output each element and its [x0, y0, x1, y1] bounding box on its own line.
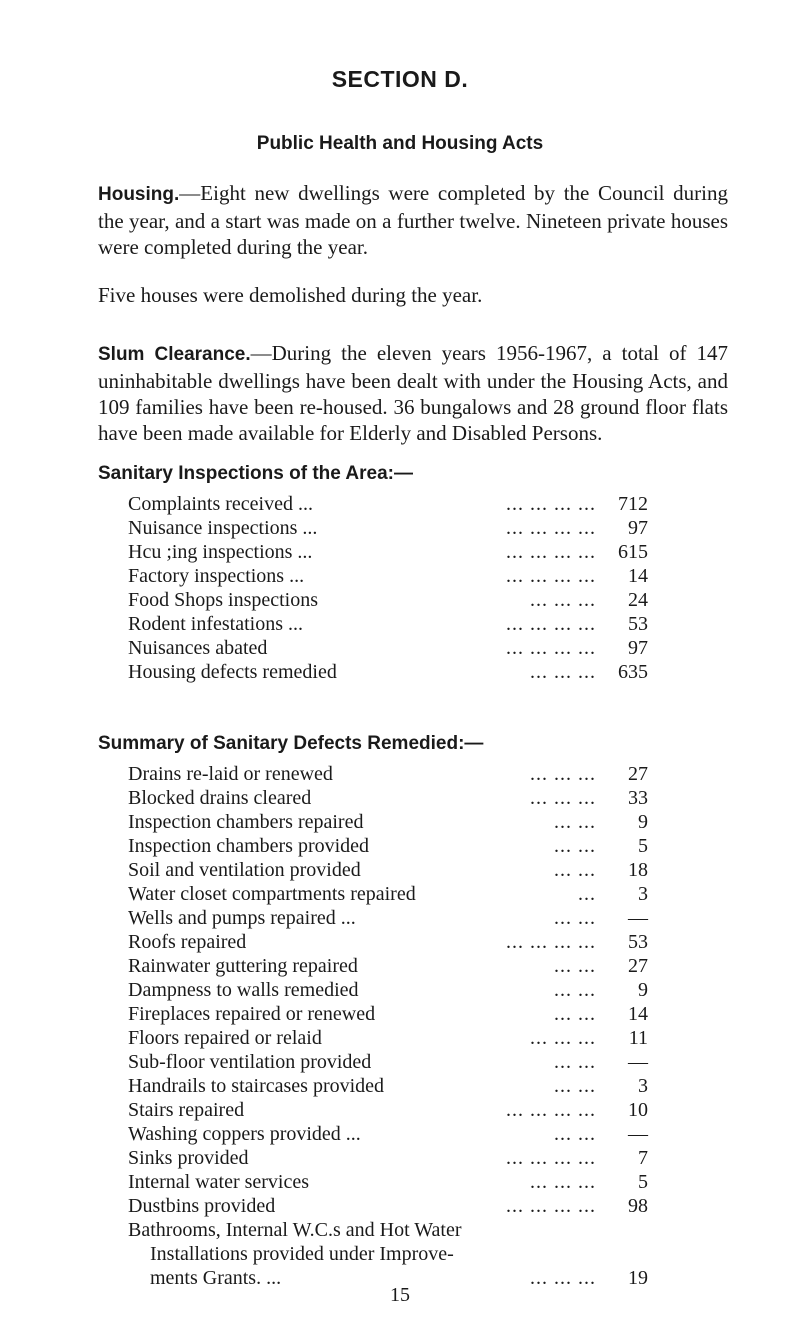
row-label: Fireplaces repaired or renewed	[128, 1003, 376, 1025]
row-label: Blocked drains cleared	[128, 787, 312, 809]
row-leader-dots: ... ... ...	[530, 763, 596, 785]
row-leader-dots: ... ...	[554, 955, 596, 977]
row-leader-dots: ... ... ...	[530, 1027, 596, 1049]
row-label: Internal water services	[128, 1171, 310, 1193]
section-heading: SECTION D.	[331, 66, 469, 92]
row-leader-dots: ... ...	[554, 835, 596, 857]
table-row	[128, 660, 648, 684]
row-leader-dots: ... ...	[554, 1075, 596, 1097]
row-value: 18	[628, 859, 648, 881]
row-label: Dampness to walls remedied	[128, 979, 359, 1001]
row-label: Washing coppers provided ...	[128, 1123, 361, 1145]
row-value: 10	[628, 1099, 648, 1121]
table-row	[128, 492, 648, 516]
row-value: 19	[628, 1267, 648, 1289]
row-label: Nuisance inspections ...	[128, 517, 318, 539]
row-label: Rodent infestations ...	[128, 613, 303, 635]
table-row	[128, 954, 648, 978]
table-row	[128, 786, 648, 810]
table-row	[128, 540, 648, 564]
row-value: 615	[618, 541, 648, 563]
row-leader-dots: ... ... ...	[530, 787, 596, 809]
row-leader-dots: ... ... ... ...	[506, 637, 596, 659]
page-number: 15	[390, 1284, 410, 1306]
row-value: 27	[628, 763, 648, 785]
table-row	[128, 858, 648, 882]
row-leader-dots: ... ... ... ...	[506, 931, 596, 953]
row-label: Food Shops inspections	[128, 589, 319, 611]
table-row	[128, 1050, 648, 1074]
row-label: Complaints received ...	[128, 493, 313, 515]
row-value: 97	[628, 517, 648, 539]
row-value: 14	[628, 565, 648, 587]
housing-paragraph	[98, 180, 728, 260]
table-row	[128, 516, 648, 540]
row-value: —	[628, 1123, 648, 1145]
row-value: 11	[628, 1027, 648, 1049]
row-label: Hcu ;ing inspections ...	[128, 541, 313, 563]
row-label: Stairs repaired	[128, 1099, 245, 1121]
row-leader-dots: ... ... ...	[530, 589, 596, 611]
slum-clearance-lead: Slum Clearance.	[98, 344, 251, 365]
row-value: —	[628, 907, 648, 929]
row-leader-dots: ... ... ... ...	[506, 541, 596, 563]
row-label: Factory inspections ...	[128, 565, 305, 587]
row-value: 9	[638, 979, 648, 1001]
table-row	[128, 1026, 648, 1050]
row-leader-dots: ... ... ...	[530, 1267, 596, 1289]
row-value: 14	[628, 1003, 648, 1025]
table-row	[128, 762, 648, 786]
row-label-line-3: ments Grants. ...	[150, 1267, 282, 1289]
row-leader-dots: ... ...	[554, 979, 596, 1001]
row-value: 24	[628, 589, 648, 611]
row-leader-dots: ... ... ... ...	[506, 1099, 596, 1121]
table-row	[128, 1122, 648, 1146]
row-label: Water closet compartments repaired	[128, 883, 416, 905]
row-value: 635	[618, 661, 648, 683]
defects-summary-heading: Summary of Sanitary Defects Remedied:—	[98, 733, 484, 754]
slum-clearance-text: —During the eleven years 1956-1967, a total of 147 uninhabitable dwellings have been dealt with under the Housing Acts, and 109 families have been re-housed. 36 bungalows and 28 ground floor flats have been made available for Elderly and Disabled Persons.	[98, 341, 728, 445]
row-leader-dots: ... ... ... ...	[506, 613, 596, 635]
row-leader-dots: ... ... ... ...	[506, 493, 596, 515]
row-value: 33	[628, 787, 648, 809]
table-row	[128, 1074, 648, 1098]
row-label: Floors repaired or relaid	[128, 1027, 322, 1049]
row-value: —	[628, 1051, 648, 1073]
table-row	[128, 588, 648, 612]
row-leader-dots: ... ... ... ...	[506, 1147, 596, 1169]
row-value: 53	[628, 931, 648, 953]
row-leader-dots: ... ... ...	[530, 661, 596, 683]
table-row	[128, 1218, 648, 1290]
row-label: Handrails to staircases provided	[128, 1075, 385, 1097]
table-row	[128, 564, 648, 588]
row-label: Soil and ventilation provided	[128, 859, 361, 881]
row-leader-dots: ...	[578, 883, 596, 905]
table-row	[128, 930, 648, 954]
row-leader-dots: ... ...	[554, 1003, 596, 1025]
row-leader-dots: ... ...	[554, 1051, 596, 1073]
table-row	[128, 636, 648, 660]
row-value: 5	[638, 835, 648, 857]
row-value: 9	[638, 811, 648, 833]
page-title: Public Health and Housing Acts	[256, 133, 544, 154]
table-row	[128, 978, 648, 1002]
table-row	[128, 612, 648, 636]
housing-lead: Housing.	[98, 184, 180, 205]
row-leader-dots: ... ... ... ...	[506, 1195, 596, 1217]
sanitary-inspections-heading: Sanitary Inspections of the Area:—	[98, 463, 413, 484]
row-value: 27	[628, 955, 648, 977]
row-leader-dots: ... ... ... ...	[506, 565, 596, 587]
table-row	[128, 1002, 648, 1026]
row-label: Wells and pumps repaired ...	[128, 907, 356, 929]
row-value: 97	[628, 637, 648, 659]
row-label-line-2: Installations provided under Improve-	[150, 1243, 454, 1265]
row-label-line-1: Bathrooms, Internal W.C.s and Hot Water	[128, 1219, 462, 1241]
row-value: 98	[628, 1195, 648, 1217]
row-leader-dots: ... ...	[554, 859, 596, 881]
sanitary-inspections-list	[128, 492, 648, 684]
row-label: Sub-floor ventilation provided	[128, 1051, 372, 1073]
slum-clearance-paragraph	[98, 340, 728, 446]
row-leader-dots: ... ...	[554, 907, 596, 929]
table-row	[128, 810, 648, 834]
table-row	[128, 1098, 648, 1122]
table-row	[128, 882, 648, 906]
row-leader-dots: ... ... ... ...	[506, 517, 596, 539]
row-label: Drains re-laid or renewed	[128, 763, 333, 785]
row-value: 53	[628, 613, 648, 635]
table-row	[128, 1146, 648, 1170]
table-row	[128, 1194, 648, 1218]
row-leader-dots: ... ...	[554, 811, 596, 833]
row-label: Roofs repaired	[128, 931, 247, 953]
row-label: Housing defects remedied	[128, 661, 337, 683]
row-value: 5	[638, 1171, 648, 1193]
demolished-paragraph: Five houses were demolished during the year.	[98, 283, 483, 307]
table-row	[128, 1170, 648, 1194]
row-value: 3	[638, 883, 648, 905]
row-label: Dustbins provided	[128, 1195, 276, 1217]
row-label: Nuisances abated	[128, 637, 268, 659]
housing-text: —Eight new dwellings were completed by the Council during the year, and a start was made on a further twelve. Nineteen private houses were completed during the year.	[98, 181, 728, 259]
row-value: 7	[638, 1147, 648, 1169]
row-label: Rainwater guttering repaired	[128, 955, 358, 977]
row-leader-dots: ... ...	[554, 1123, 596, 1145]
row-label: Inspection chambers provided	[128, 835, 370, 857]
table-row	[128, 834, 648, 858]
table-row	[128, 906, 648, 930]
row-label: Sinks provided	[128, 1147, 249, 1169]
row-label: Inspection chambers repaired	[128, 811, 364, 833]
row-value: 712	[618, 493, 648, 515]
row-value: 3	[638, 1075, 648, 1097]
row-leader-dots: ... ... ...	[530, 1171, 596, 1193]
defects-summary-list	[128, 762, 648, 1290]
